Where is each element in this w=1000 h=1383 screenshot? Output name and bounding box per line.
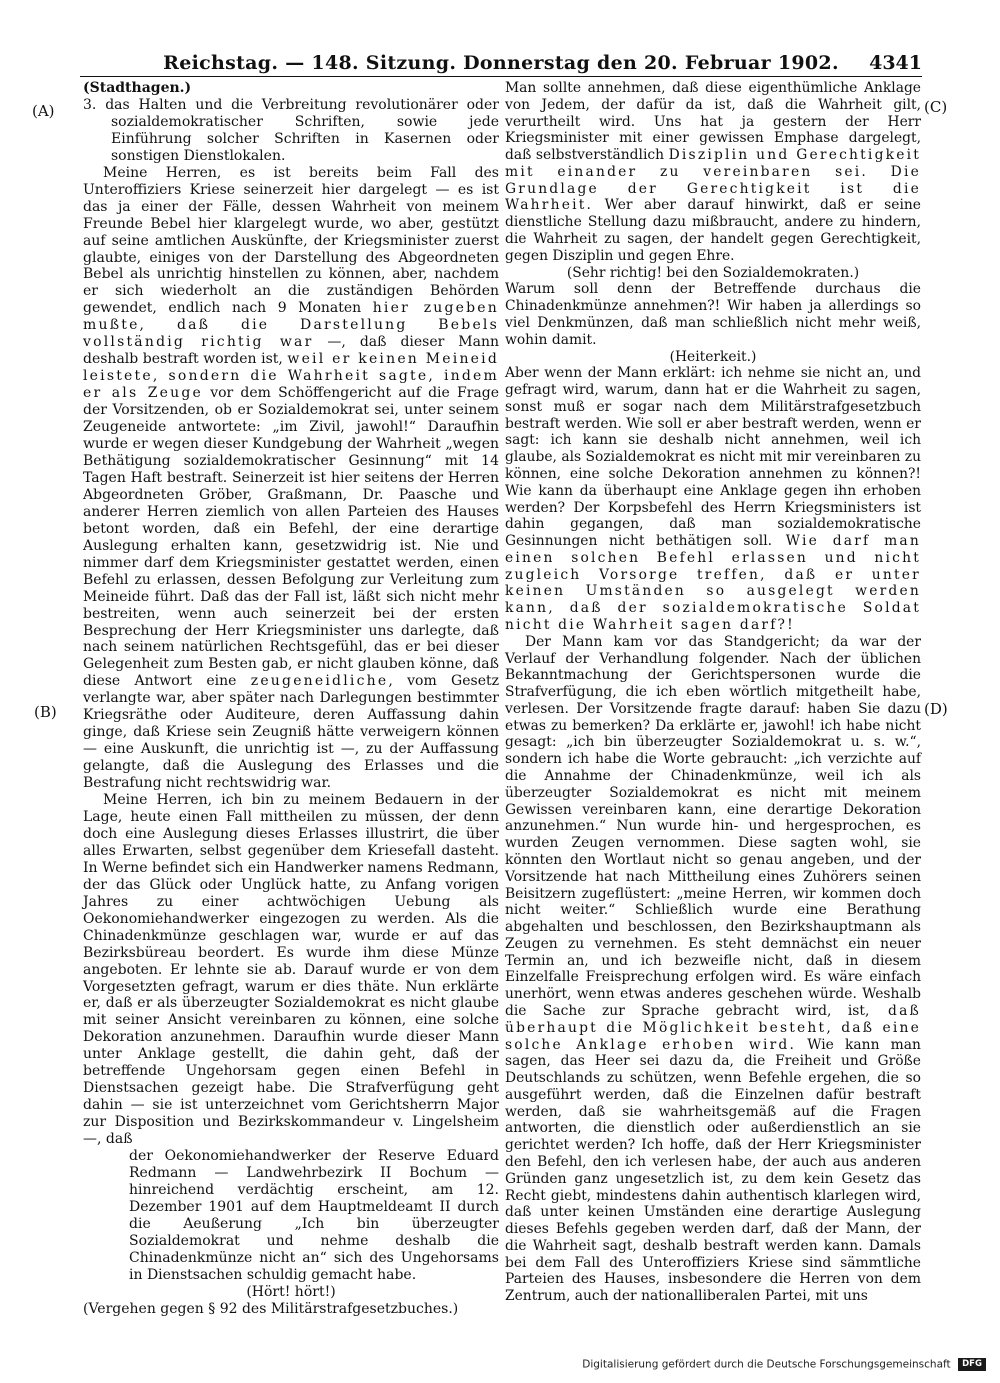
paragraph <box>505 634 921 1305</box>
paragraph <box>505 80 921 265</box>
interjection: (Hört! hört!) <box>246 1283 336 1300</box>
header-title: Reichstag. — 148. Sitzung. Donnerstag den 20. Februar 1902. <box>163 52 839 74</box>
text-run: Der Mann kam vor das Standgericht; da war der Verlauf der Verhandlung folgender. Nach der üblichen Bekanntmachung der Gerichtspersonen wurde die Strafverfügung, die ich eben wörtlich mitgetheilt habe, verlesen. Der Vorsitzende fragte darauf: haben Sie dazu etwas zu bemerken? Da erklärte er, jawohl! ich habe nicht gesagt: „ich bin überzeugter Sozialdemokrat u. s. w.“, sondern ich habe die Worte gebraucht: „ich verzichte auf die Annahme der Chinadenkmünze, weil ich als überzeugter Sozialdemokrat es nicht mit meinem Gewissen vereinbaren kann, eine derartige Dekoration anzunehmen.“ Nun wurde hin- und hergesprochen, es wurden Zeugen vernommen. Diese sagten wohl, sie könnten den Wortlaut nicht so genau angeben, und der Vorsitzende hat nach Mittheilung eines Zuhörers seinen Beisitzern zugeflüstert: „meine Herren, wir kommen doch nicht weiter.“ Schließlich wurde eine Berathung abgehalten und beschlossen, den Bezirkshauptmann als Zeugen zu vernehmen. Es steht demnächst ein neuer Termin an, und ich bezweifle nicht, daß in diesem Einzelfalle Freisprechung erfolgen wird. Es wäre einfach unerhört, wenn etwas anderes geschehen würde. Weshalb die Sache zur Sprache gebracht wird, ist, <box>505 633 921 1019</box>
text-run: —, daß dieser Mann deshalb bestraft worden ist, <box>83 334 499 368</box>
margin-mark-d: (D) <box>924 700 948 718</box>
spaced-emphasis: daß überhaupt die Möglichkeit besteht, daß eine solche Anklage erhoben wird. <box>505 1002 921 1053</box>
list-item-3: 3. das Halten und die Verbreitung revolutionärer oder sozialdemokratischer Schriften, sowie jede Einführung solcher Schriften in Kasernen oder sonstigen Dienstlokalen. <box>83 96 499 164</box>
dfg-logo-icon: DFG <box>958 1358 986 1371</box>
spaced-emphasis: Wie darf man einen solchen Befehl erlassen und nicht zugleich Vorsorge treffen, daß er unter keinen Umständen so ausgelegt werden kann, daß der sozialdemokratische Soldat nicht die Wahrheit sagen darf?! <box>505 533 922 633</box>
block-quote: der Oekonomiehandwerker der Reserve Eduard Redmann — Landwehrbezirk II Bochum — hinreichend verdächtig erscheint, am 12. Dezember 1901 auf dem Hauptmeldeamt II durch die Aeußerung „Ich bin überzeugter Sozialdemokrat und nehme deshalb die Chinadenkmünze nicht an“ sich des Ungehorsams in Dienstsachen schuldig gemacht habe. <box>129 1148 499 1283</box>
closing-note: (Vergehen gegen § 92 des Militärstrafgesetzbuches.) <box>83 1300 459 1317</box>
text-run: Wie kann man sagen, das Heer sei dazu da, die Freiheit und Größe Deutschlands zu schützen, wenn Befehle ergehen, die so ausgeführt werden, daß die Einzelnen dafür bestraft werden, daß sie wahrheitsgemäß auf die Fragen antworten, die dienstlich oder außerdienstlich an sie gerichtet werden? Ich hoffe, daß der Herr Kriegsminister den Befehl, den ich verlesen habe, der auch aus anderen Gründen ganz ungesetzlich ist, zu dem kein Gesetz das Recht giebt, mindestens dahin authentisch klarlegen wird, daß unter keinen Umständen eine derartige Auslegung dieses Befehls gegeben werden darf, daß der Mann, der die Wahrheit sagt, deshalb bestraft werden kann. Damals bei dem Fall des Unteroffiziers Kriese sind sämmtliche Parteien des Hauses, insbesondere die Herren von dem Zentrum, auch der nationalliberalen Partei, mit uns <box>505 1036 921 1305</box>
text-run: Wer aber darauf hinwirkt, daß er seine dienstliche Stellung dazu mißbraucht, andere zu hindern, die Wahrheit zu sagen, der handelt gegen Gerechtigkeit, gegen Disziplin und gegen Ehre. <box>505 197 921 264</box>
spaced-emphasis: hier zugeben mußte, daß die Darstellung Bebels vollständig richtig war <box>83 300 499 351</box>
speaker-name: (Stadthagen.) <box>83 80 192 96</box>
paragraph <box>505 365 921 634</box>
spaced-emphasis: Disziplin und Gerechtigkeit mit einander zu vereinbaren sei. Die Grundlage der Gerechtigkeit ist die Wahrheit. <box>505 147 921 214</box>
footer-credit <box>582 1358 986 1371</box>
margin-mark-c: (C) <box>924 98 948 116</box>
margin-mark-a: (A) <box>32 102 55 120</box>
paragraph: Warum soll denn der Betreffende durchaus die Chinadenkmünze annehmen?! Wir haben ja allerdings so viel Denkmünzen, daß man schließlich nicht mehr weiß, wohin damit. <box>505 281 921 348</box>
paragraph: Meine Herren, ich bin zu meinem Bedauern in der Lage, heute einen Fall mittheilen zu müssen, der denn doch eine Auslegung dieses Erlasses illustrirt, die über alles Erwarten, selbst gegenüber dem Kriesefall dasteht. In Werne befindet sich ein Handwerker namens Redmann, der das Glück oder Unglück hatte, zu Anfang vorigen Jahres zu einer achtwöchigen Uebung als Oekonomiehandwerker eingezogen zu werden. Als die Chinadenkmünze geschlagen war, wurde er auf das Bezirksbüreau beordert. Es wurde ihm diese Münze angeboten. Er lehnte sie ab. Darauf wurde er von dem Vorgesetzten gefragt, warum er dies thäte. Nun erklärte er, daß er als überzeugter Sozialdemokrat es nicht glaube mit seiner Ansicht vereinbaren zu können, eine solche Dekoration anzunehmen. Daraufhin wurde dieser Mann unter Anklage gestellt, die dahin geht, daß der betreffende Ungehorsam gegen einen Befehl in Dienstsachen gezeigt habe. Die Strafverfügung geht dahin — sie ist unterzeichnet vom Gerichtsherrn Major zur Disposition und Bezirkskommandeur v. Lingelsheim —, daß <box>83 792 499 1148</box>
right-column <box>505 80 921 1305</box>
interjection: (Heiterkeit.) <box>669 348 757 365</box>
text-run: , vom Gesetz verlangte war, aber später nach Darlegungen bestimmter Kriegsräthe oder Auditeure, deren Auffassung dahin ginge, daß Kriese sein Zeugniß hätte verweigern können — eine Auskunft, die unrichtig ist —, zu der Auffassung gelangte, daß die Auslegung des Erlasses und die Bestrafung nicht rechtswidrig war. <box>83 673 499 792</box>
text-run: vor dem Schöffengericht auf die Frage der Vorsitzenden, ob er Sozialdemokrat sei, unter seinem Zeugeneide antwortete: „im Zivil, jawohl!“ Daraufhin wurde er wegen dieser Kundgebung der Wahrheit „wegen Bethätigung sozialdemokratischer Gesinnung“ mit 14 Tagen Haft bestraft. Seinerzeit ist hier seitens der Herren Abgeordneten Gröber, Graßmann, Dr. Paasche und anderer Herren ziemlich von allen Parteien des Hauses betont worden, daß ein Befehl, der eine derartige Auslegung erhalten kann, gesetzwidrig ist. Nie und nimmer darf dem Kriegsminister gestattet werden, einen Befehl zu erlassen, dessen Befolgung zur Verleitung zum Meineide führt. Daß das der Fall ist, läßt sich nicht mehr bestreiten, wenn auch seinerzeit bei der ersten Besprechung der Herr Kriegsminister uns darlegte, daß nach seinem natürlichen Rechtsgefühl, das er bei dieser Gelegenheit zum Besten gab, er nicht glauben könne, daß diese Antwort eine <box>83 385 499 690</box>
spaced-emphasis: zeugeneidliche <box>250 673 389 690</box>
page-number: 4341 <box>869 52 922 74</box>
text-run: Meine Herren, es ist bereits beim Fall des Unteroffiziers Kriese seinerzeit hier dargelegt — es ist das ja einer der Fälle, dessen Wahrheit von meinem Freunde Bebel hier klargelegt wurde, wo aber, gestützt auf seine amtlichen Auskünfte, der Kriegsminister zuerst glaubte, einiges von der Darstellung des Abgeordneten Bebel als unrichtig hinstellen zu können, aber, nachdem er sich wiederholt an die zuständigen Behörden gewendet, endlich nach 9 Monaten <box>83 164 499 317</box>
text-run: Aber wenn der Mann erklärt: ich nehme sie nicht an, und gefragt wird, warum, dann hat er die Wahrheit zu sagen, sonst muß er sogar nach dem Militärstrafgesetzbuch bestraft werden. Wie soll er aber bestraft werden, wenn er sagt: ich kann sie deshalb nicht annehmen, weil ich glaube, als Sozialdemokrat es nicht mit mir vereinbaren zu können, eine solche Dekoration annehmen zu können?! Wie kann da überhaupt eine Anklage gegen ihn erhoben werden? Der Korpsbefehl des Herrn Kriegsministers ist dahin gegangen, daß man sozialdemokratische Gesinnungen nicht bethätigen soll. <box>505 365 921 550</box>
left-column <box>83 80 499 1318</box>
margin-mark-b: (B) <box>34 703 57 721</box>
spaced-emphasis: weil er keinen Meineid leistete, sondern die Wahrheit sagte, indem er als Zeuge <box>83 351 499 402</box>
text-run: Man sollte annehmen, daß diese eigenthümliche Anklage von Jedem, der dafür da ist, daß die Wahrheit gilt, verurtheilt wird. Uns hat ja gestern der Herr Kriegsminister mit einer gewissen Emphase dargelegt, daß selbstverständlich <box>505 80 921 164</box>
running-header <box>80 50 922 77</box>
paragraph <box>83 165 499 792</box>
footer-text: Digitalisierung gefördert durch die Deutsche Forschungsgemeinschaft <box>582 1358 951 1371</box>
interjection: (Sehr richtig! bei den Sozialdemokraten.) <box>566 264 860 281</box>
